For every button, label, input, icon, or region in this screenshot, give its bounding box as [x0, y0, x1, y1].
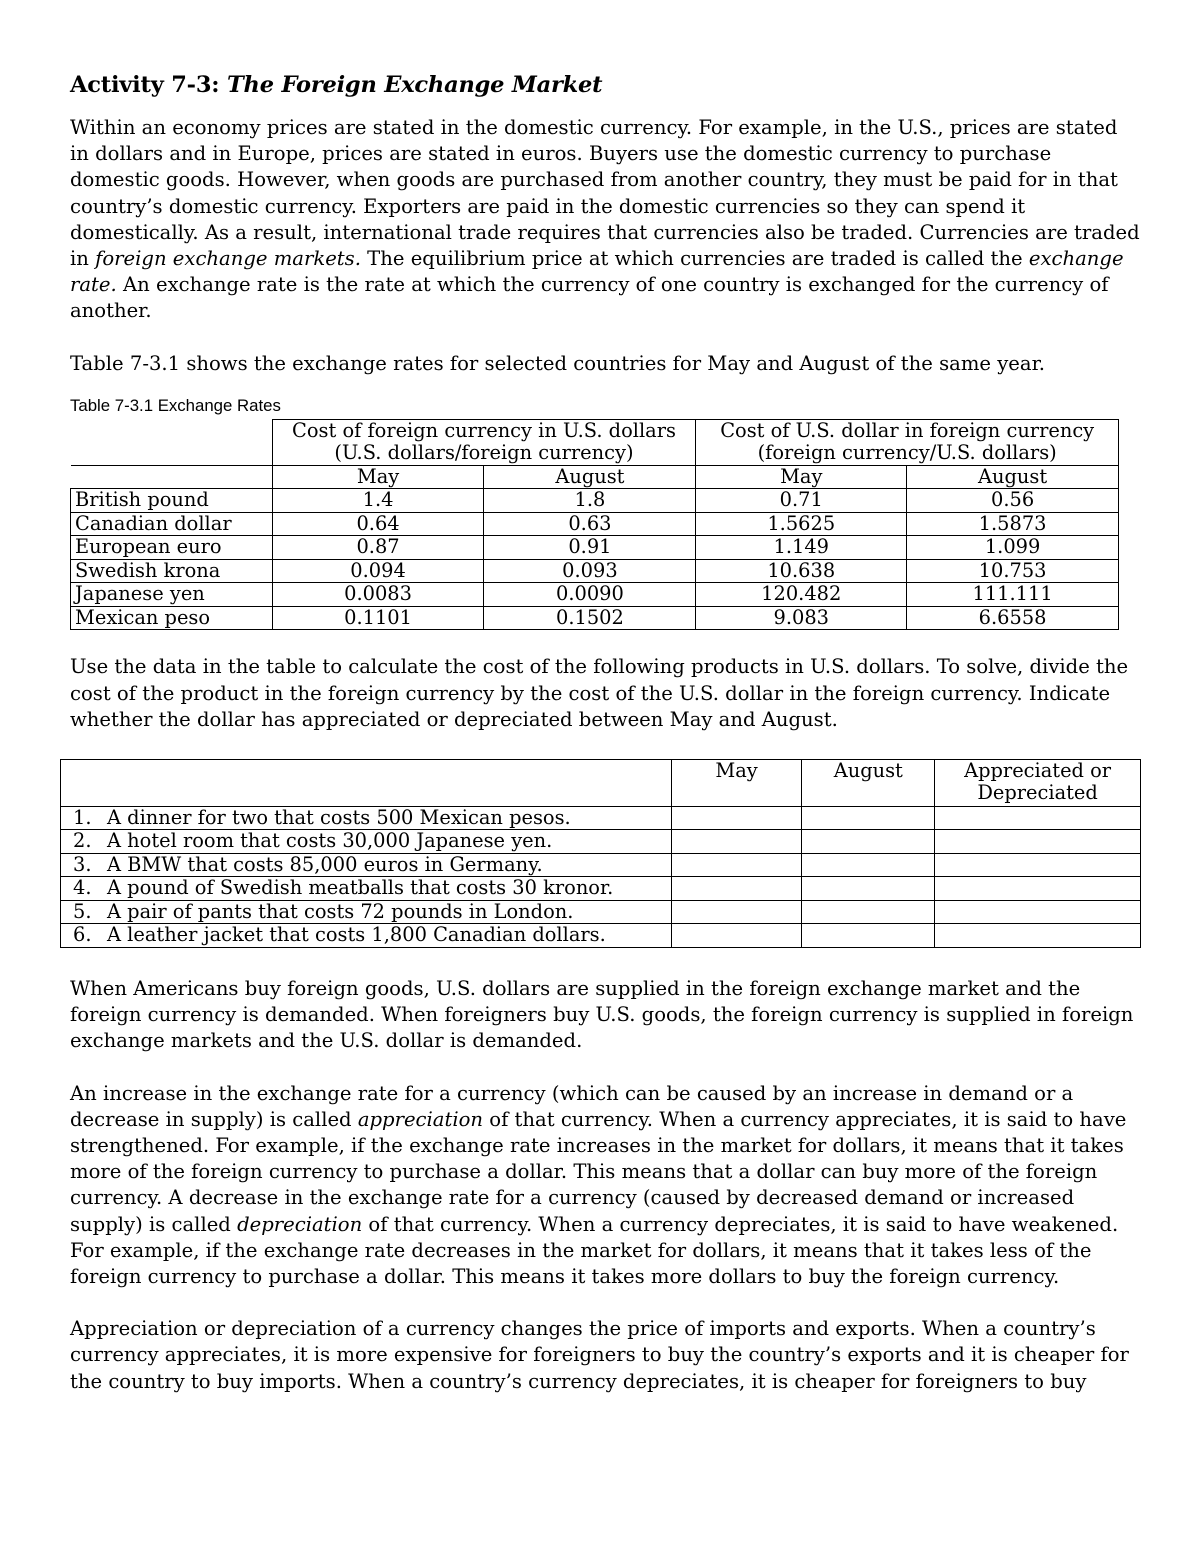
intro-paragraph — [70, 115, 1140, 325]
rate-cell: 0.093 — [484, 559, 696, 583]
item-text: A pair of pants that costs 72 pounds in London. — [107, 899, 574, 923]
group-header-foreign-sub — [696, 442, 1119, 465]
header-may: May — [671, 759, 802, 806]
answer-cell-august[interactable] — [802, 853, 935, 877]
rate-cell: 0.0090 — [484, 583, 696, 607]
item-text: A hotel room that costs 30,000 Japanese yen. — [107, 829, 553, 853]
rate-cell: 0.91 — [484, 536, 696, 560]
header-result-line1: Appreciated or — [964, 758, 1112, 782]
item-text: A BMW that costs 85,000 euros in Germany. — [107, 852, 543, 876]
page-title — [70, 70, 1140, 100]
answer-cell-may[interactable] — [671, 924, 802, 948]
table-row — [61, 924, 1141, 948]
answer-cell-may[interactable] — [671, 853, 802, 877]
group-header-usd — [272, 419, 696, 442]
currency-name: Canadian dollar — [71, 512, 273, 536]
product-item — [61, 806, 672, 830]
item-number: 4. — [73, 876, 92, 900]
intro-text-3: An exchange rate is the rate at which the currency of one country is exchanged for the currency of another. — [70, 273, 1109, 323]
group-header-usd-line2: (U.S. dollars/foreign currency) — [334, 441, 634, 465]
table-row — [61, 900, 1141, 924]
appreciation-text-1: An increase in the exchange rate for a currency (which can be caused by an increase in demand or a decrease in supply) is called — [70, 1081, 1074, 1131]
item-text: A leather jacket that costs 1,800 Canadian dollars. — [107, 923, 606, 947]
product-item — [61, 830, 672, 854]
item-text: A dinner for two that costs 500 Mexican pesos. — [107, 805, 571, 829]
document-page — [70, 70, 1140, 1395]
imports-exports-paragraph: Appreciation or depreciation of a currency changes the price of imports and exports. When a country’s currency appreciates, it is more expensive for foreigners to buy the country’s exports and it is cheaper for the country to buy imports. When a country’s currency depreciates, it is cheaper for foreigners to buy — [70, 1317, 1129, 1393]
rate-cell: 0.71 — [696, 489, 907, 513]
table-header-row — [61, 759, 1141, 806]
rate-cell: 9.083 — [696, 606, 907, 630]
currency-name: Swedish krona — [71, 559, 273, 583]
rate-cell: 10.638 — [696, 559, 907, 583]
products-table — [60, 759, 1141, 948]
group-header-usd-sub — [272, 442, 696, 465]
table-subheader-row — [71, 465, 1119, 489]
term-foreign-exchange-markets: foreign exchange markets. — [95, 247, 361, 271]
answer-cell-may[interactable] — [671, 877, 802, 901]
header-result-line2: Depreciated — [977, 780, 1098, 804]
item-number: 6. — [73, 923, 92, 947]
answer-cell-august[interactable] — [802, 924, 935, 948]
answer-cell-may[interactable] — [671, 900, 802, 924]
answer-cell-may[interactable] — [671, 806, 802, 830]
answer-cell-august[interactable] — [802, 806, 935, 830]
rate-cell: 1.5873 — [907, 512, 1119, 536]
table-row — [71, 583, 1119, 607]
table-row — [71, 559, 1119, 583]
product-item — [61, 853, 672, 877]
product-item — [61, 924, 672, 948]
intro-text-1: Within an economy prices are stated in the domestic currency. For example, in the U.S., prices are stated in dollars and in Europe, prices are stated in euros. Buyers use the domestic currency to purchase domestic goods. However, when goods are purchased from another country, they must be paid for in that country’s domestic currency. Exporters are paid in the domestic currencies so they can spend it domestically. As a result, international trade requires that currencies also be traded. Currencies are traded in — [70, 116, 1140, 271]
answer-cell-august[interactable] — [802, 900, 935, 924]
rate-cell: 1.149 — [696, 536, 907, 560]
title-prefix: Activity 7-3: — [70, 72, 220, 98]
rate-cell: 0.094 — [272, 559, 484, 583]
rate-cell: 0.0083 — [272, 583, 484, 607]
term-appreciation: appreciation — [357, 1107, 484, 1131]
table-header-row — [71, 419, 1119, 442]
answer-cell-august[interactable] — [802, 877, 935, 901]
blank-header-cell — [61, 759, 672, 806]
subheader-august: August — [484, 465, 696, 489]
table-caption: Table 7-3.1 Exchange Rates — [70, 395, 281, 415]
header-august: August — [802, 759, 935, 806]
rate-cell: 0.64 — [272, 512, 484, 536]
answer-cell-august[interactable] — [802, 830, 935, 854]
rate-cell: 0.87 — [272, 536, 484, 560]
rate-cell: 0.1101 — [272, 606, 484, 630]
table-row — [61, 806, 1141, 830]
group-header-foreign-line1: Cost of U.S. dollar in foreign currency — [720, 418, 1095, 442]
table-row — [61, 877, 1141, 901]
rate-cell: 1.099 — [907, 536, 1119, 560]
table-row — [71, 606, 1119, 630]
item-number: 1. — [73, 805, 92, 829]
table-row — [61, 853, 1141, 877]
answer-cell-result[interactable] — [935, 830, 1141, 854]
blank-corner-cell — [71, 419, 273, 465]
rate-cell: 1.8 — [484, 489, 696, 513]
header-appreciated-depreciated — [935, 759, 1141, 806]
table-intro: Table 7-3.1 shows the exchange rates for selected countries for May and August of the same year. — [70, 351, 1046, 375]
instructions-paragraph: Use the data in the table to calculate the cost of the following products in U.S. dollars. To solve, divide the cost of the product in the foreign currency by the cost of the U.S. dollar in the foreign currency. Indicate whether the dollar has appreciated or depreciated between May and August. — [70, 655, 1129, 731]
appreciation-text-3: of that currency. When a currency depreciates, it is said to have weakened. For example, if the exchange rate decreases in the market for dollars, it means that it takes less of the foreign currency to purchase a dollar. This means it takes more dollars to buy the foreign currency. — [70, 1212, 1119, 1288]
term-depreciation: depreciation — [237, 1212, 363, 1236]
answer-cell-result[interactable] — [935, 877, 1141, 901]
appreciation-text-2: of that currency. When a currency appreciates, it is said to have strengthened. For example, if the exchange rate increases in the market for dollars, it means that it takes more of the foreign currency to purchase a dollar. This means that a dollar can buy more of the foreign currency. A decrease in the exchange rate for a currency (caused by decreased demand or increased supply) is called — [70, 1107, 1127, 1236]
product-item — [61, 877, 672, 901]
product-item — [61, 900, 672, 924]
term-exchange-rate: exchange rate. — [70, 247, 1124, 297]
item-number: 2. — [73, 829, 92, 853]
currency-name: Japanese yen — [71, 583, 273, 607]
supply-demand-paragraph: When Americans buy foreign goods, U.S. dollars are supplied in the foreign exchange market and the foreign currency is demanded. When foreigners buy U.S. goods, the foreign currency is supplied in foreign exchange markets and the U.S. dollar is demanded. — [70, 976, 1134, 1053]
answer-cell-result[interactable] — [935, 900, 1141, 924]
rate-cell: 6.6558 — [907, 606, 1119, 630]
group-header-foreign — [696, 419, 1119, 442]
rate-cell: 0.56 — [907, 489, 1119, 513]
item-text: A pound of Swedish meatballs that costs 30 kronor. — [107, 876, 614, 900]
intro-text-2: The equilibrium price at which currencies are traded is called the — [360, 247, 1029, 271]
currency-name: Mexican peso — [71, 606, 273, 630]
exchange-rates-table — [70, 419, 1119, 631]
rate-cell: 111.111 — [907, 583, 1119, 607]
answer-cell-may[interactable] — [671, 830, 802, 854]
table-row — [61, 830, 1141, 854]
table-row — [71, 489, 1119, 513]
rate-cell: 0.1502 — [484, 606, 696, 630]
currency-name: European euro — [71, 536, 273, 560]
table-row — [71, 536, 1119, 560]
table-row — [71, 512, 1119, 536]
rate-cell: 10.753 — [907, 559, 1119, 583]
item-number: 3. — [73, 852, 92, 876]
subheader-may: May — [272, 465, 484, 489]
group-header-foreign-line2: (foreign currency/U.S. dollars) — [757, 441, 1057, 465]
subheader-august: August — [907, 465, 1119, 489]
answer-cell-result[interactable] — [935, 806, 1141, 830]
subheader-may: May — [696, 465, 907, 489]
currency-name: British pound — [71, 489, 273, 513]
rate-cell: 0.63 — [484, 512, 696, 536]
item-number: 5. — [73, 899, 92, 923]
rate-cell: 1.4 — [272, 489, 484, 513]
rate-cell: 1.5625 — [696, 512, 907, 536]
title-italic: The Foreign Exchange Market — [227, 72, 603, 98]
group-header-usd-line1: Cost of foreign currency in U.S. dollars — [292, 418, 676, 442]
answer-cell-result[interactable] — [935, 853, 1141, 877]
appreciation-paragraph — [70, 1081, 1140, 1291]
answer-cell-result[interactable] — [935, 924, 1141, 948]
rate-cell: 120.482 — [696, 583, 907, 607]
blank-cell — [71, 465, 273, 489]
